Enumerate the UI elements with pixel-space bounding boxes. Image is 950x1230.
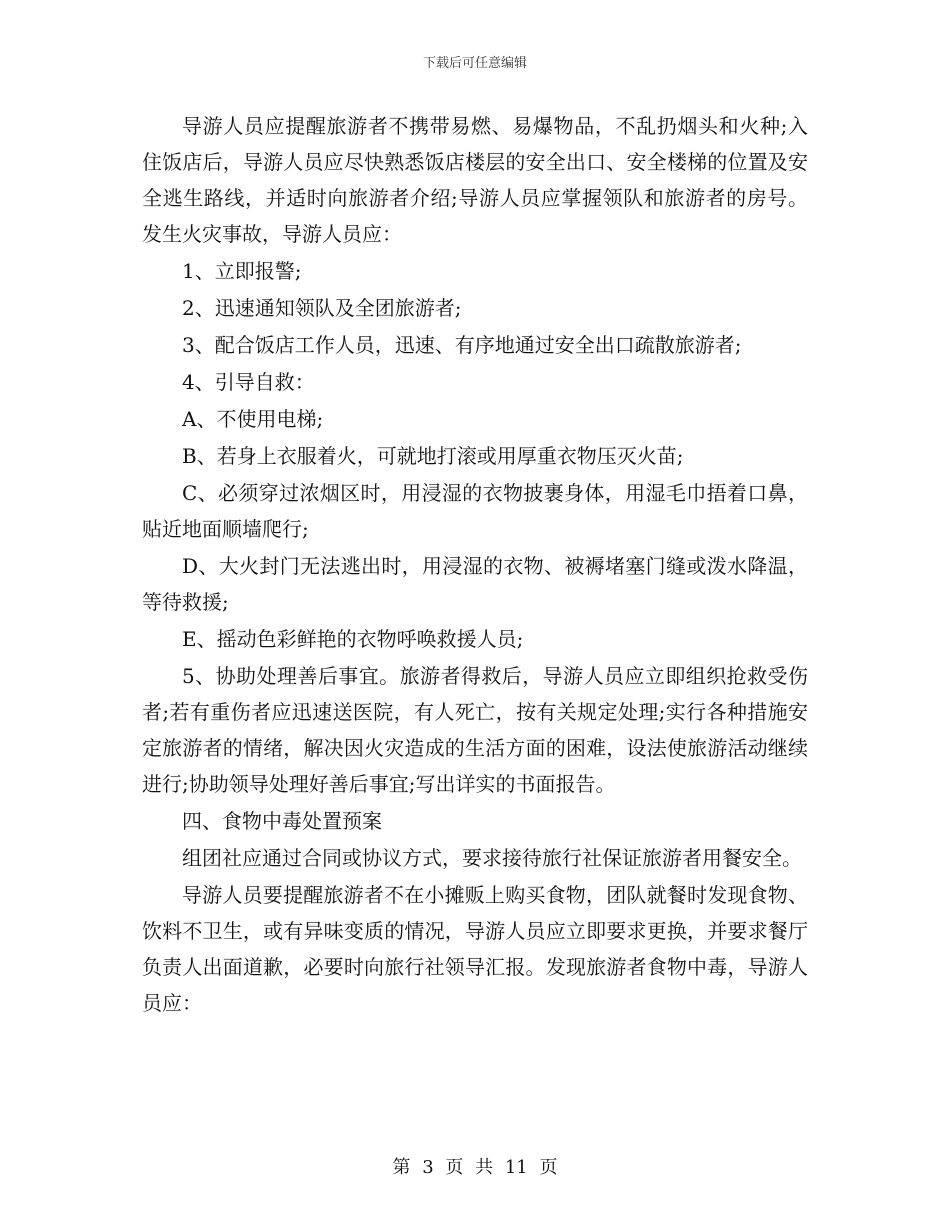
list-item-aftermath: 5、协助处理善后事宜。旅游者得救后，导游人员应立即组织抢救受伤者;若有重伤者应迅速送医院，有人死亡，按有关规定处理;实行各种措施安定旅游者的情绪，解决因火灾造成的生活方面的困难，设法使旅游活动继续进行;协助领导处理好善后事宜;写出详实的书面报告。 xyxy=(142,664,808,796)
list-item-signal-rescue: E、摇动色彩鲜艳的衣物呼唤救援人员; xyxy=(182,627,524,651)
document-body xyxy=(142,108,808,1022)
list-item-door-blocked: D、大火封门无法逃出时，用浸湿的衣物、被褥堵塞门缝或泼水降温，等待救援; xyxy=(142,554,808,614)
list-item-evacuate: 3、配合饭店工作人员，迅速、有序地通过安全出口疏散旅游者; xyxy=(182,333,742,357)
paragraph-guide-reminder: 导游人员要提醒旅游者不在小摊贩上购买食物，团队就餐时发现食物、饮料不卫生，或有异味变质的情况，导游人员应立即要求更换，并要求餐厅负责人出面道歉，必要时向旅行社领导汇报。发现旅游者食物中毒，导游人员应： xyxy=(142,883,808,1015)
page-footer: 第 3 页 共 11 页 xyxy=(392,1157,558,1178)
list-item-notify-group: 2、迅速通知领队及全团旅游者; xyxy=(182,296,462,320)
paragraph-fire-safety-intro: 导游人员应提醒旅游者不携带易燃、易爆物品，不乱扔烟头和火种;入住饭店后，导游人员应尽快熟悉饭店楼层的安全出口、安全楼梯的位置及安全逃生路线，并适时向旅游者介绍;导游人员应掌握领队和旅游者的房号。发生火灾事故，导游人员应： xyxy=(142,114,808,246)
paragraph-contract-safety: 组团社应通过合同或协议方式，要求接待旅行社保证旅游者用餐安全。 xyxy=(182,846,802,870)
page-header: 下载后可任意编辑 xyxy=(422,56,527,71)
list-item-call-police: 1、立即报警; xyxy=(182,259,302,283)
list-item-self-rescue: 4、引导自救： xyxy=(182,370,315,394)
list-item-clothes-fire: B、若身上衣服着火，可就地打滚或用厚重衣物压灭火苗; xyxy=(182,444,684,468)
list-item-smoke-area: C、必须穿过浓烟区时，用浸湿的衣物披裹身体，用湿毛巾捂着口鼻，贴近地面顺墙爬行; xyxy=(142,481,808,541)
list-item-no-elevator: A、不使用电梯; xyxy=(182,407,324,431)
section-heading-food-poisoning: 四、食物中毒处置预案 xyxy=(182,809,382,833)
